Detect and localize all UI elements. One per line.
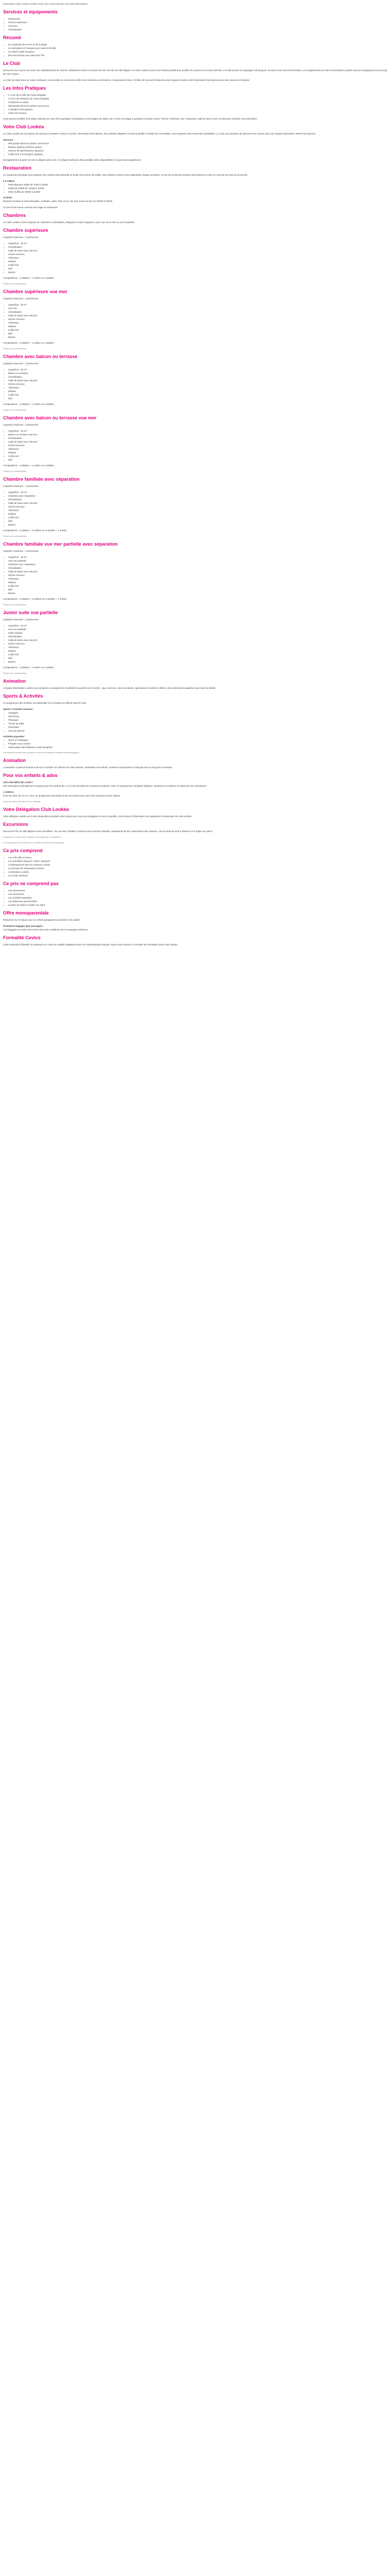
paragraph: Boissons locales et internationales, cocktails, cafés, thés et en-cas sont servis au bar de 10h00 à 23h00. — [3, 200, 113, 202]
bullet-list — [3, 624, 388, 664]
list-item: • À 5 km de l'aéroport de Ponta Delgada — [8, 97, 388, 100]
list-item: • La taxe de séjour à régler sur place — [8, 903, 388, 907]
list-item: • Wifi — [8, 397, 388, 400]
paragraph: Capacité maximum : 3 personnes — [3, 423, 39, 426]
section-title: Ce prix comprend — [3, 848, 43, 853]
section — [3, 935, 388, 946]
paragraph: Compositions : 2 adultes + 1 enfant ou 3 adultes. — [3, 464, 55, 467]
bullet-list — [3, 142, 388, 156]
list-item: • Climatisation — [8, 498, 388, 501]
paragraph: Capacité maximum : 4 personnes — [3, 550, 39, 552]
bullet-list — [3, 429, 388, 462]
section-title: Animation — [3, 758, 26, 763]
list-item: • Salle de bains avec douche — [8, 249, 388, 252]
list-item: • Sèche-cheveux — [8, 252, 388, 256]
list-item: • Télévision — [8, 646, 388, 649]
section — [3, 124, 388, 162]
paragraph: L'équipe d'animation Lookéa vous propose un programme d'activités en journée et en soirée : jeux, tournois, cours de danse, spectacles et soirées à thème. Des animations adaptées pour toute la famille. — [3, 687, 217, 689]
section-title: Offre monoparentale — [3, 910, 49, 916]
bullet-list — [3, 93, 388, 115]
list-item: • Salle de bains avec douche — [8, 379, 388, 382]
list-item: • Minibar — [8, 649, 388, 653]
list-item: • Sèche-cheveux — [8, 573, 388, 577]
section-title: Chambre familiale vue mer partielle avec séparation — [3, 541, 118, 547]
list-item: • Coffre-fort — [8, 454, 388, 458]
list-item: • Minibar — [8, 325, 388, 328]
paragraph: Réduction sur le séjour pour un enfant partageant la chambre d'un adulte. — [3, 919, 81, 921]
list-item: • Minibar — [8, 260, 388, 263]
list-item: • Les dépenses personnelles — [8, 900, 388, 903]
list-item: • Balcon ou terrasse vue mer — [8, 433, 388, 436]
subheading: LE BAR — [3, 196, 12, 199]
paragraph: Capacité maximum : 3 personnes — [3, 236, 39, 239]
list-item: • Les transferts aéroport / hôtel / aéroport — [8, 859, 388, 863]
list-item: • À 2 km de la ville de Ponta Delgada — [8, 93, 388, 97]
section-title: Chambre avec balcon ou terrasse — [3, 354, 78, 359]
section — [3, 9, 388, 31]
paragraph: Capacité maximum : 3 personnes — [3, 618, 39, 621]
list-item: • Wifi — [8, 588, 388, 591]
section-title: Chambres — [3, 213, 26, 218]
list-item: • Restaurant — [8, 17, 388, 21]
paragraph: Compositions : 2 adultes + 2 enfants ou 3 adultes + 1 enfant. — [3, 598, 67, 600]
list-item: • Un animation en français pour toute la famille — [8, 46, 388, 50]
list-item: • Wifi — [8, 519, 388, 523]
list-item: • Aquagym — [8, 711, 388, 715]
subheading: LA TABLE — [3, 180, 15, 182]
footnote: Photos non contractuelles. — [3, 672, 27, 674]
list-item: • Hôtel non-fumeur — [8, 111, 388, 115]
bullet-list — [3, 889, 388, 907]
section-title: Les Infos Pratiques — [3, 86, 46, 91]
list-item: • Minibar — [8, 451, 388, 454]
list-item: • Sèche-cheveux — [8, 317, 388, 321]
paragraph: Le port d'une tenue correcte est exigé au restaurant. — [3, 206, 58, 209]
section-title: Chambre avec balcon ou terrasse vue mer — [3, 415, 97, 420]
list-item: • Télévision — [8, 509, 388, 512]
list-item: • Espace parking extérieur gratuit — [8, 145, 388, 149]
section-title: Chambre familiale avec séparation — [3, 477, 80, 482]
list-item: • Salle de bains avec douche — [8, 440, 388, 444]
list-item: • Télévision — [8, 256, 388, 260]
paragraph: Vous pourrez profiter d'un séjour détente au cœur des paysages volcaniques et des plages de sable noir. Accès à la plage à quelques minutes à pied. Piscine extérieure, bar, restaurant, salle de sport et de nombreuses activités vous attendent. — [3, 117, 257, 120]
bullet-list — [3, 183, 388, 194]
list-item: • Wifi — [8, 656, 388, 660]
list-item: • Wifi — [8, 332, 388, 335]
list-item: • Les taxes aéroport — [8, 874, 388, 877]
list-item: • Climatisation — [8, 566, 388, 570]
list-item: • Les assurances — [8, 889, 388, 892]
list-item: • Salle de bains avec douche — [8, 638, 388, 642]
list-item: • Déjeuner buffet de 12h30 à 14h30 — [8, 187, 388, 190]
list-item: • Wifi — [8, 458, 388, 462]
section-title: Pour vos enfants & ados — [3, 773, 58, 778]
section-title: Excursions — [3, 822, 28, 827]
list-item: • Climatisation — [8, 375, 388, 379]
bullet-list — [3, 242, 388, 274]
section — [3, 773, 388, 803]
paragraph: Le Club Lookéa est synonyme de vacances réussies ! Entre le confort, l'animation francophone, les activités adaptées à toute la famille et l'esprit de convivialité, vous passerez des moments inoubliables. Le club vous propose de découvrir les Açores avec une équipe d'animation 100% francophone. — [3, 132, 316, 135]
section-title: Sports & Activités — [3, 693, 43, 699]
list-item: • La formule de restauration choisie — [8, 867, 388, 870]
list-item: • Piscine extérieure — [8, 21, 388, 24]
paragraph: Compositions : 2 adultes + 2 enfants ou 3 adultes + 1 enfant. — [3, 529, 67, 532]
list-item: • Sèche-cheveux — [8, 505, 388, 509]
section — [3, 807, 388, 818]
section — [3, 477, 388, 538]
section — [3, 910, 388, 931]
section-title: Votre Délégation Club Lookéa — [3, 807, 69, 812]
list-item: • Superficie : 35 m² — [8, 555, 388, 559]
section — [3, 86, 388, 121]
list-item: • L'animation Lookéa — [8, 870, 388, 874]
paragraph: Des animations spécialement conçues pour les enfants de 4 à 12 ans pendant les vacances scolaires, avec un programme d'activités ludiques, sportives et créatives encadré par nos animateurs. — [3, 785, 207, 787]
list-item: • Sèche-cheveux — [8, 444, 388, 447]
section — [3, 881, 388, 907]
footnote: Photos non contractuelles. — [3, 603, 27, 606]
intro-text: Descriptive Club Lookéa Lookéa Sens Lab Azores (photos and hotel description) — [3, 3, 88, 5]
bullet-list — [3, 490, 388, 527]
section-title: Junior suite vue partielle — [3, 610, 58, 615]
list-item: • Télévision — [8, 386, 388, 389]
list-item: • Coffre-fort — [8, 263, 388, 267]
list-item: • Vue mer partielle — [8, 559, 388, 563]
list-item: • Coffre-fort — [8, 584, 388, 588]
subheading: Services : — [3, 139, 14, 141]
paragraph: Découvrez les Açores au cœur d'un établissement de charme, idéalement situé en bordure de mer sur l'île de São Miguel. Le Club Lookéa Azores est l'endroit parfait pour profiter de vacances en toute sérénité, à la découverte de paysages volcaniques, de lacs et de sources thermales. Les équipements du club et l'animation Lookéa vous accompagnent tout au long de votre séjour. — [3, 69, 387, 75]
list-item: • Stretching — [8, 715, 388, 718]
list-item: • Sèche-cheveux — [8, 382, 388, 386]
section — [3, 848, 388, 877]
list-item: • L'hébergement dans la chambre choisie — [8, 863, 388, 867]
list-item: • Vue mer partielle — [8, 628, 388, 631]
list-item: • Superficie : 25 m² — [8, 242, 388, 245]
section-title: Restauration — [3, 165, 32, 171]
list-item: • Un hôtel à taille humaine — [8, 50, 388, 54]
bullet-list — [3, 555, 388, 595]
paragraph: Carte nationale d'identité ou passeport en cours de validité obligatoire pour les ressortissants français. Nous vous invitons à consulter les formalités avant votre départ. — [3, 943, 178, 946]
section — [3, 61, 388, 82]
list-item: • Minibar — [8, 512, 388, 516]
list-item: • Télévision — [8, 447, 388, 451]
list-item: • Coffre-fort — [8, 516, 388, 519]
bullet-list — [3, 368, 388, 400]
paragraph: Capacité maximum : 3 personnes — [3, 362, 39, 365]
paragraph: Compositions : 2 adultes + 1 enfant ou 3 adultes. — [3, 403, 55, 405]
section-title: Votre Club Lookéa — [3, 124, 44, 129]
list-item: • Service de blanchisserie (payant) — [8, 149, 388, 152]
section-title: Le Club — [3, 61, 20, 66]
list-item: • Climatisation — [8, 28, 388, 31]
paragraph: Votre délégué Lookéa est à votre disposition pendant votre séjour pour vous accompagner et vous conseiller. Une réunion d'information est organisée le lendemain de votre arrivée. — [3, 815, 192, 818]
list-item: • Balcon — [8, 523, 388, 527]
list-item: • Plongée sous-marine — [8, 742, 388, 745]
subheading: LES ATELIERS DE LOOKY — [3, 781, 33, 784]
paragraph: Pour les ados de 13 à 17 ans, un programme d'activités et de rencontres pour vivre des vacances à leur rythme. — [3, 794, 121, 797]
list-item: • Wifi gratuit dans les parties communes — [8, 104, 388, 108]
list-item: • Les excursions — [8, 892, 388, 896]
list-item: • Coffre-fort — [8, 328, 388, 332]
list-item: • Dîner buffet de 19h00 à 21h30 — [8, 190, 388, 194]
paragraph: Les bagages en soute sont inclus selon les conditions de la compagnie aérienne. — [3, 928, 88, 931]
list-item: • Balcon — [8, 591, 388, 595]
subheading: L'AFRICA — [3, 791, 14, 793]
list-item: • Superficie : 25 m² — [8, 429, 388, 433]
section-title: Chambre supérieure — [3, 228, 48, 233]
subheading: Promotion bagages (par passager) : — [3, 925, 44, 927]
footnote: Photos non contractuelles. — [3, 470, 27, 472]
section — [3, 693, 388, 754]
footnote: Photos non contractuelles. — [3, 535, 27, 537]
section — [3, 679, 388, 690]
section — [3, 610, 388, 675]
content — [3, 9, 388, 946]
footnote: Les activités peuvent être annulées en cas de mauvaises conditions météorologiques. — [3, 751, 80, 754]
list-item: • Chambres et suites — [8, 100, 388, 104]
footnote: Photos non contractuelles. — [3, 282, 27, 285]
list-item: • Salle de bains avec douche — [8, 501, 388, 505]
list-item: • Télévision — [8, 321, 388, 325]
paragraph: Compositions : 2 adultes + 1 enfant ou 3 adultes. — [3, 277, 55, 279]
paragraph: Capacité maximum : 3 personnes — [3, 297, 39, 300]
bullet-list — [3, 17, 388, 31]
list-item: • Jeux de piscine — [8, 729, 388, 733]
list-item: • Superficie : 35 m² — [8, 490, 388, 494]
list-item: • Vue mer — [8, 307, 388, 310]
section — [3, 213, 388, 224]
section — [3, 228, 388, 285]
section — [3, 289, 388, 350]
list-item: • Salle de bains avec douche — [8, 314, 388, 317]
list-item: • Climatisation — [8, 436, 388, 440]
list-item: • Tennis de table — [8, 722, 388, 725]
section — [3, 165, 388, 209]
footnote: Les excursions sont soumises à un nombre minimum de participants. — [3, 841, 65, 844]
paragraph: Un restaurant principal vous propose une cuisine internationale et locale sous forme de buffet. Des soirées à thème sont organisées chaque semaine. Le bar de la piscine propose des boissons et des en-cas tout au long de la journée. — [3, 174, 248, 176]
paragraph: Le club est situé dans un cadre verdoyant, à proximité du centre de la ville et de nombreux commerces, restaurants et bars. Profitez de l'accueil chaleureux des équipes locales et de l'animation francophone pour des vacances réussies. — [3, 79, 250, 81]
list-item: • Télévision — [8, 577, 388, 581]
section-title: Résumé — [3, 35, 22, 40]
section-title: Services et équipements — [3, 9, 58, 14]
section — [3, 822, 388, 844]
bullet-list — [3, 711, 388, 733]
section-title: Animation — [3, 679, 26, 684]
list-item: • Wifi gratuit dans les parties communes — [8, 142, 388, 145]
list-item: • Balcon — [8, 660, 388, 664]
subheading: Sports / Activités incluses : — [3, 708, 34, 710]
paragraph: Le programme des activités est disponible à la réception et affiché dans le club. — [3, 702, 87, 704]
list-item: • Coffre-fort — [8, 653, 388, 656]
section-title: Formalité Cevico — [3, 935, 41, 940]
paragraph: Compositions : 2 adultes + 1 enfant ou 3 adultes. — [3, 666, 55, 669]
list-item: • Les vols aller et retour — [8, 856, 388, 859]
list-item: • Climatisation — [8, 310, 388, 314]
list-item: • Superficie : 25 m² — [8, 368, 388, 371]
list-item: • Wifi — [8, 267, 388, 270]
list-item: • Les activités payantes — [8, 896, 388, 900]
list-item: • Minibar — [8, 389, 388, 393]
section — [3, 758, 388, 769]
paragraph: Enregistrement à partir de 15h et départ avant 12h. Un départ tardif peut être possible selon disponibilité et moyennant supplément. — [3, 159, 141, 161]
section — [3, 354, 388, 412]
list-item: • Salon séparé — [8, 631, 388, 635]
list-item: • Animation francophone — [8, 108, 388, 111]
page — [0, 0, 391, 946]
list-item: • Chambre avec séparation — [8, 494, 388, 498]
section — [3, 541, 388, 606]
bullet-list — [3, 303, 388, 339]
footnote: Programme et tarifs à titre indicatif, susceptibles de modifications. — [3, 836, 62, 838]
section — [3, 35, 388, 57]
list-item: • Pétanque — [8, 718, 388, 722]
list-item: • Coffre-fort — [8, 393, 388, 397]
list-item: • Climatisation — [8, 245, 388, 249]
list-item: • Climatisation — [8, 635, 388, 638]
list-item: • Balcon — [8, 270, 388, 274]
section-title: Chambre supérieure vue mer — [3, 289, 68, 294]
section-title: Ce prix ne comprend pas — [3, 881, 59, 886]
list-item: • Minibar — [8, 581, 388, 584]
list-item: • Chambre avec séparation — [8, 563, 388, 566]
list-item: • Observation des baleines et des dauphins — [8, 745, 388, 749]
list-item: • Soins et massages — [8, 738, 388, 742]
list-item: • Des excursions pour découvrir l'île — [8, 54, 388, 57]
subheading: Activités payantes : — [3, 735, 26, 738]
paragraph: L'animation Lookéa fonctionne de mai à octobre. En dehors de cette période, l'animation est réduite. Soirées et spectacles en français tout au long de la semaine. — [3, 766, 173, 769]
list-item: • Superficie : 40 m² — [8, 624, 388, 628]
section — [3, 415, 388, 473]
paragraph: Compositions : 2 adultes + 1 enfant ou 3 adultes. — [3, 342, 55, 344]
list-item: • Salle de bains avec douche — [8, 570, 388, 573]
list-item: • En surplomb de la mer et de la plage — [8, 43, 388, 46]
list-item: • Coffre-fort à la réception (gratuit) — [8, 152, 388, 156]
paragraph: Capacité maximum : 4 personnes — [3, 485, 39, 487]
footnote: Photos non contractuelles. — [3, 409, 27, 411]
list-item: • Superficie : 25 m² — [8, 303, 388, 307]
footnote: Photos non contractuelles. — [3, 347, 27, 350]
paragraph: Le Club Lookéa Azores dispose de chambres confortables, élégantes et bien équipées, avec vue sur la mer ou sur les jardins. — [3, 221, 136, 224]
list-item: • Balcon ou terrasse — [8, 371, 388, 375]
list-item: • Petit déjeuner buffet de 7h30 à 10h00 — [8, 183, 388, 187]
list-item: • Services — [8, 24, 388, 28]
bullet-list — [3, 856, 388, 877]
list-item: • Balcon — [8, 335, 388, 339]
list-item: • Fléchettes — [8, 725, 388, 729]
bullet-list — [3, 43, 388, 57]
list-item: • Sèche-cheveux — [8, 642, 388, 646]
footnote: Selon les dates d'ouverture et les effectifs. — [3, 800, 41, 803]
bullet-list — [3, 738, 388, 749]
paragraph: Découvrez l'île de São Miguel et ses merveilles : lac de Sete Cidades, Furnas et ses sources chaudes, plantations de thé, observation des cétacés. Les excursions sont à réserver et à régler sur place. — [3, 830, 213, 833]
